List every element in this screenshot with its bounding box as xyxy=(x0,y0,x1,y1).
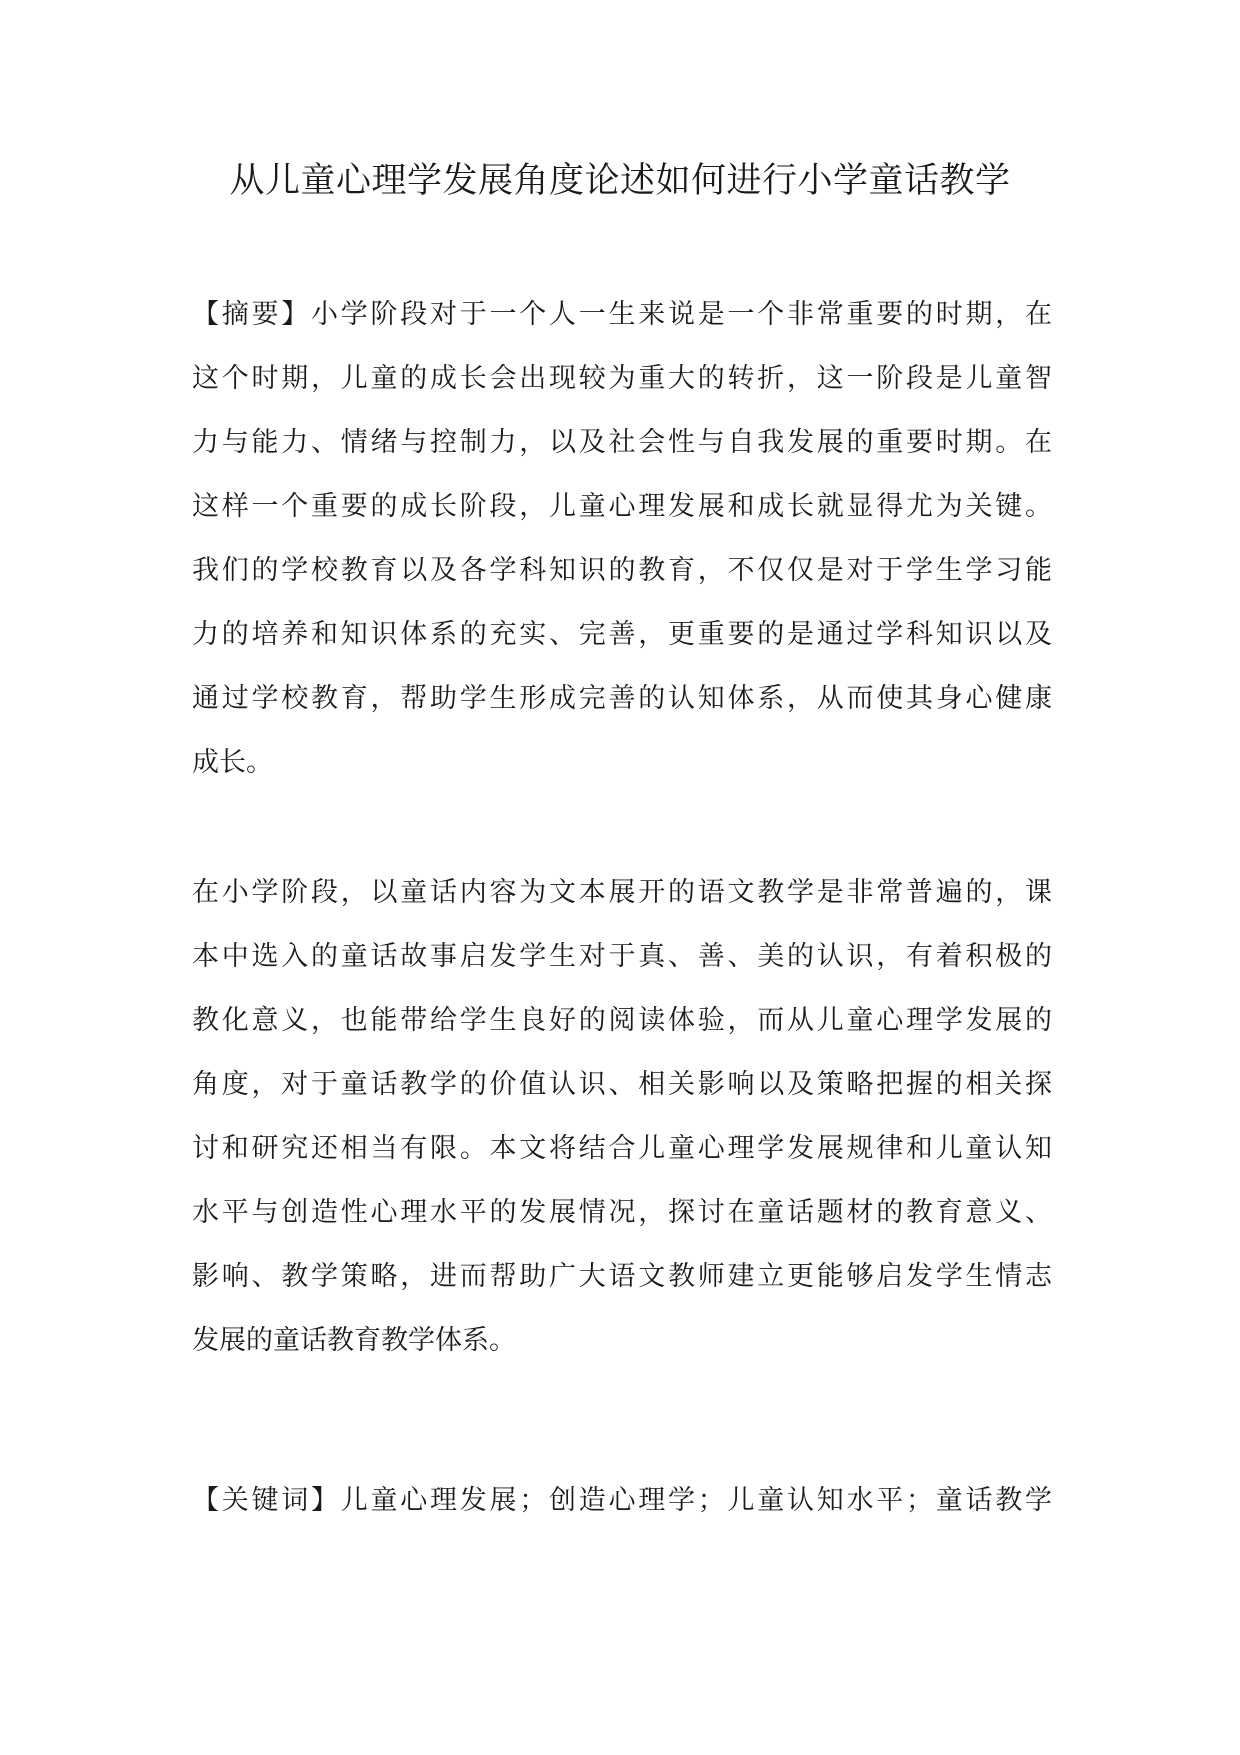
intro-line: 水平与创造性心理水平的发展情况，探讨在童话题材的教育意义、 xyxy=(192,1197,1052,1228)
intro-line: 教化意义，也能带给学生良好的阅读体验，而从儿童心理学发展的 xyxy=(192,1005,1052,1036)
intro-line: 在小学阶段，以童话内容为文本展开的语文教学是非常普遍的，课 xyxy=(192,877,1052,908)
abstract-line: 这个时期，儿童的成长会出现较为重大的转折，这一阶段是儿童智 xyxy=(192,363,1052,394)
abstract-line: 力与能力、情绪与控制力，以及社会性与自我发展的重要时期。在 xyxy=(192,427,1052,458)
intro-line: 影响、教学策略，进而帮助广大语文教师建立更能够启发学生情志 xyxy=(192,1261,1052,1292)
abstract-line: 【摘要】小学阶段对于一个人一生来说是一个非常重要的时期，在 xyxy=(192,299,1052,330)
abstract-line: 我们的学校教育以及各学科知识的教育，不仅仅是对于学生学习能 xyxy=(192,555,1052,586)
abstract-line: 通过学校教育，帮助学生形成完善的认知体系，从而使其身心健康 xyxy=(192,683,1052,714)
abstract-paragraph xyxy=(192,283,1052,795)
intro-line: 角度，对于童话教学的价值认识、相关影响以及策略把握的相关探 xyxy=(192,1069,1052,1100)
keywords-paragraph xyxy=(192,1469,1052,1533)
intro-line: 本中选入的童话故事启发学生对于真、善、美的认识，有着积极的 xyxy=(192,941,1052,972)
document-title: 从儿童心理学发展角度论述如何进行小学童话教学 xyxy=(229,161,1011,201)
intro-line: 讨和研究还相当有限。本文将结合儿童心理学发展规律和儿童认知 xyxy=(192,1133,1052,1164)
abstract-line: 成长。 xyxy=(192,747,273,778)
abstract-line: 力的培养和知识体系的充实、完善，更重要的是通过学科知识以及 xyxy=(192,619,1052,650)
intro-paragraph xyxy=(192,861,1052,1373)
abstract-line: 这样一个重要的成长阶段，儿童心理发展和成长就显得尤为关键。 xyxy=(192,491,1052,522)
intro-line: 发展的童话教育教学体系。 xyxy=(192,1325,516,1356)
keywords-line: 【关键词】儿童心理发展；创造心理学；儿童认知水平；童话教学 xyxy=(192,1485,1052,1516)
